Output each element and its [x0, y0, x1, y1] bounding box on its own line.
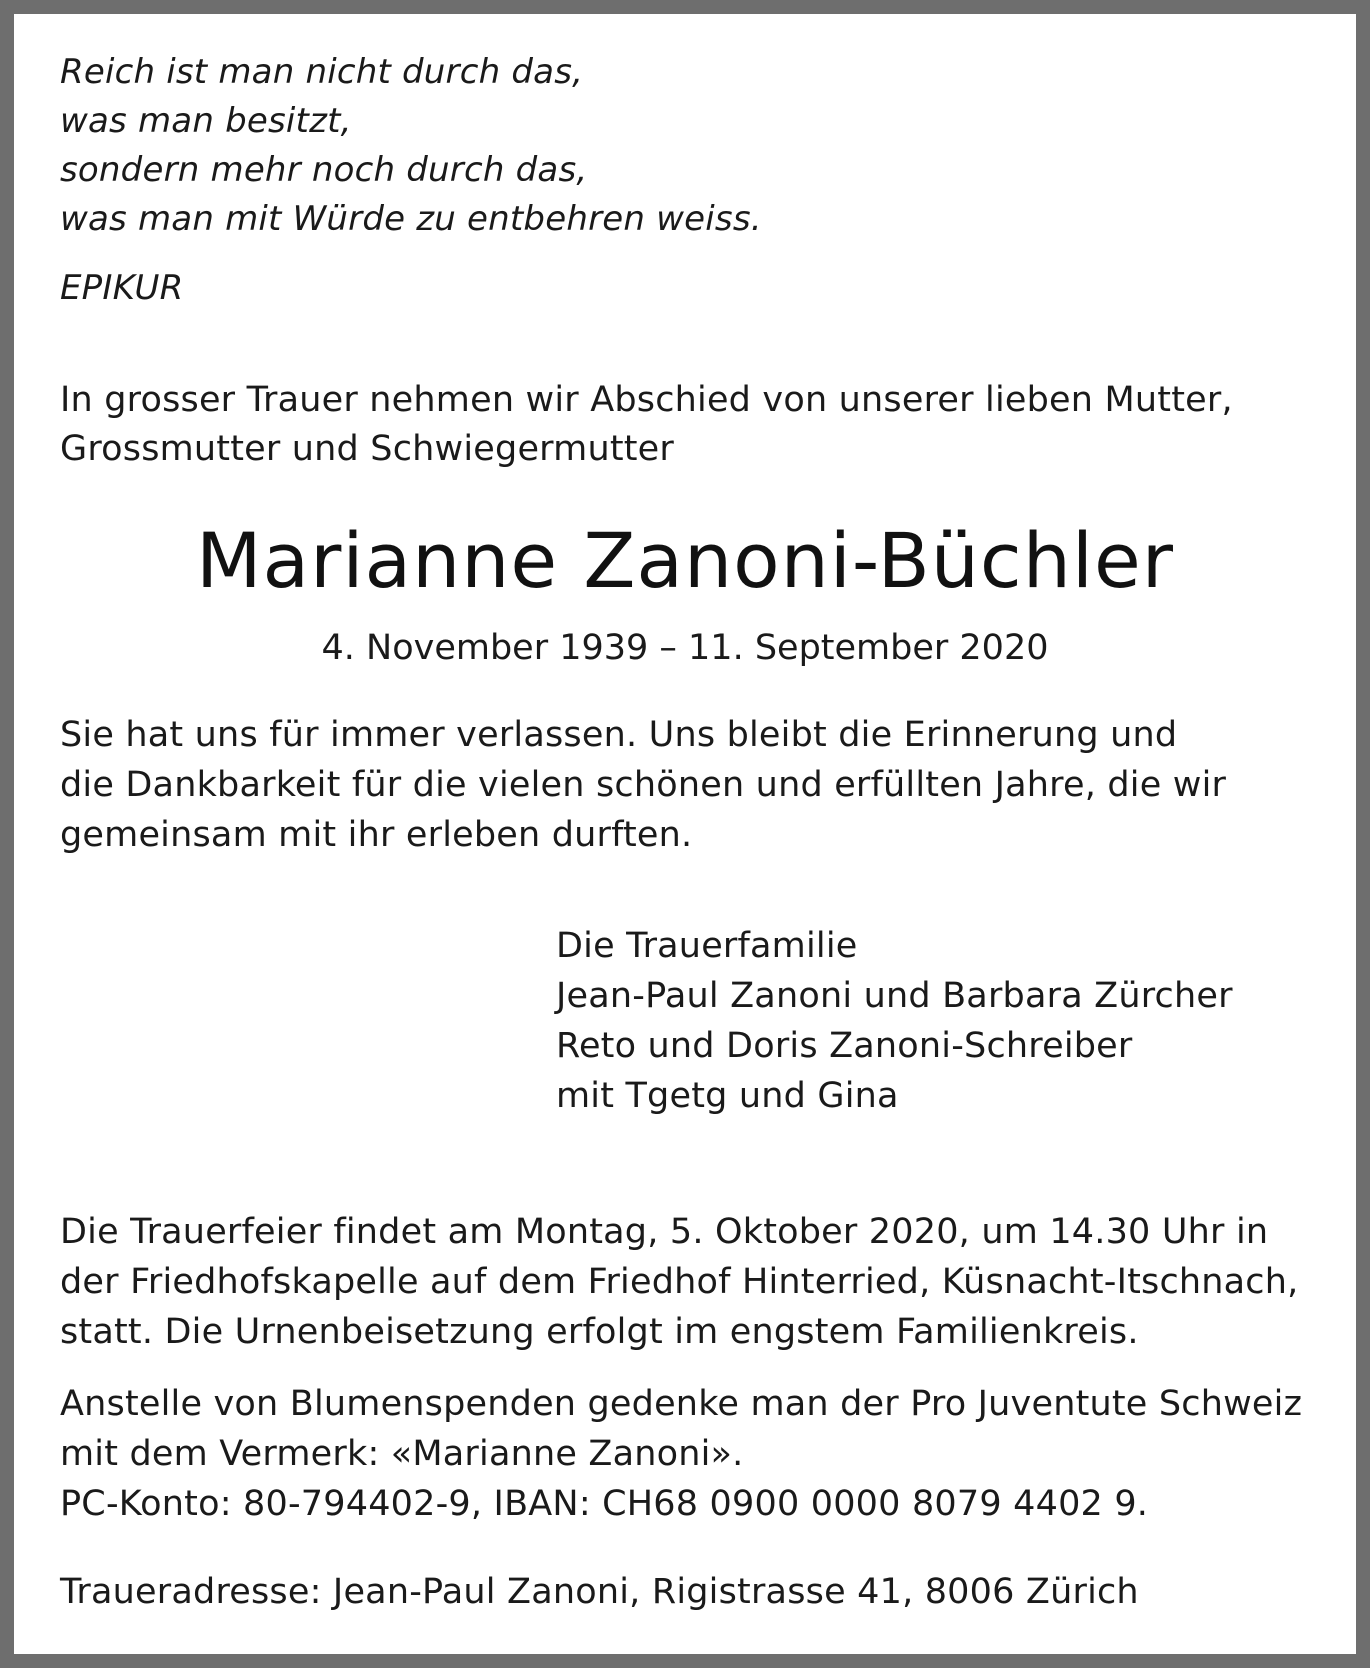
ceremony-line: der Friedhofskapelle auf dem Friedhof Hinterried, Küsnacht-Itschnach,	[60, 1262, 1299, 1302]
message-line: gemeinsam mit ihr erleben durften.	[60, 815, 693, 855]
donation-line: mit dem Vermerk: «Marianne Zanoni».	[60, 1434, 744, 1474]
donation-line: PC-Konto: 80-794402-9, IBAN: CH68 0900 0000 8079 4402 9.	[60, 1484, 1149, 1524]
ceremony-line: statt. Die Urnenbeisetzung erfolgt im engstem Familienkreis.	[60, 1312, 1139, 1352]
message-line: Sie hat uns für immer verlassen. Uns bleibt die Erinnerung und	[60, 715, 1178, 755]
quote-line: sondern mehr noch durch das,	[60, 150, 588, 190]
message-line: die Dankbarkeit für die vielen schönen und erfüllten Jahre, die wir	[60, 765, 1227, 805]
mourning-address: Traueradresse: Jean-Paul Zanoni, Rigistrasse 41, 8006 Zürich	[60, 1572, 1139, 1612]
quote-line: Reich ist man nicht durch das,	[60, 52, 584, 92]
deceased-name: Marianne Zanoni-Büchler	[195, 516, 1174, 605]
quote-line: was man besitzt,	[60, 101, 352, 141]
family-line: Die Trauerfamilie	[556, 926, 858, 966]
intro-line: Grossmutter und Schwiegermutter	[60, 429, 675, 469]
family-line: Reto und Doris Zanoni-Schreiber	[556, 1026, 1133, 1066]
quote-author: EPIKUR	[60, 268, 184, 308]
family-line: mit Tgetg und Gina	[556, 1076, 899, 1116]
intro-line: In grosser Trauer nehmen wir Abschied von unserer lieben Mutter,	[60, 380, 1233, 420]
family-line: Jean-Paul Zanoni und Barbara Zürcher	[556, 976, 1233, 1016]
quote-line: was man mit Würde zu entbehren weiss.	[60, 199, 762, 239]
donation-line: Anstelle von Blumenspenden gedenke man der Pro Juventute Schweiz	[60, 1384, 1303, 1424]
life-dates: 4. November 1939 – 11. September 2020	[321, 628, 1049, 668]
ceremony-line: Die Trauerfeier findet am Montag, 5. Oktober 2020, um 14.30 Uhr in	[60, 1212, 1269, 1252]
